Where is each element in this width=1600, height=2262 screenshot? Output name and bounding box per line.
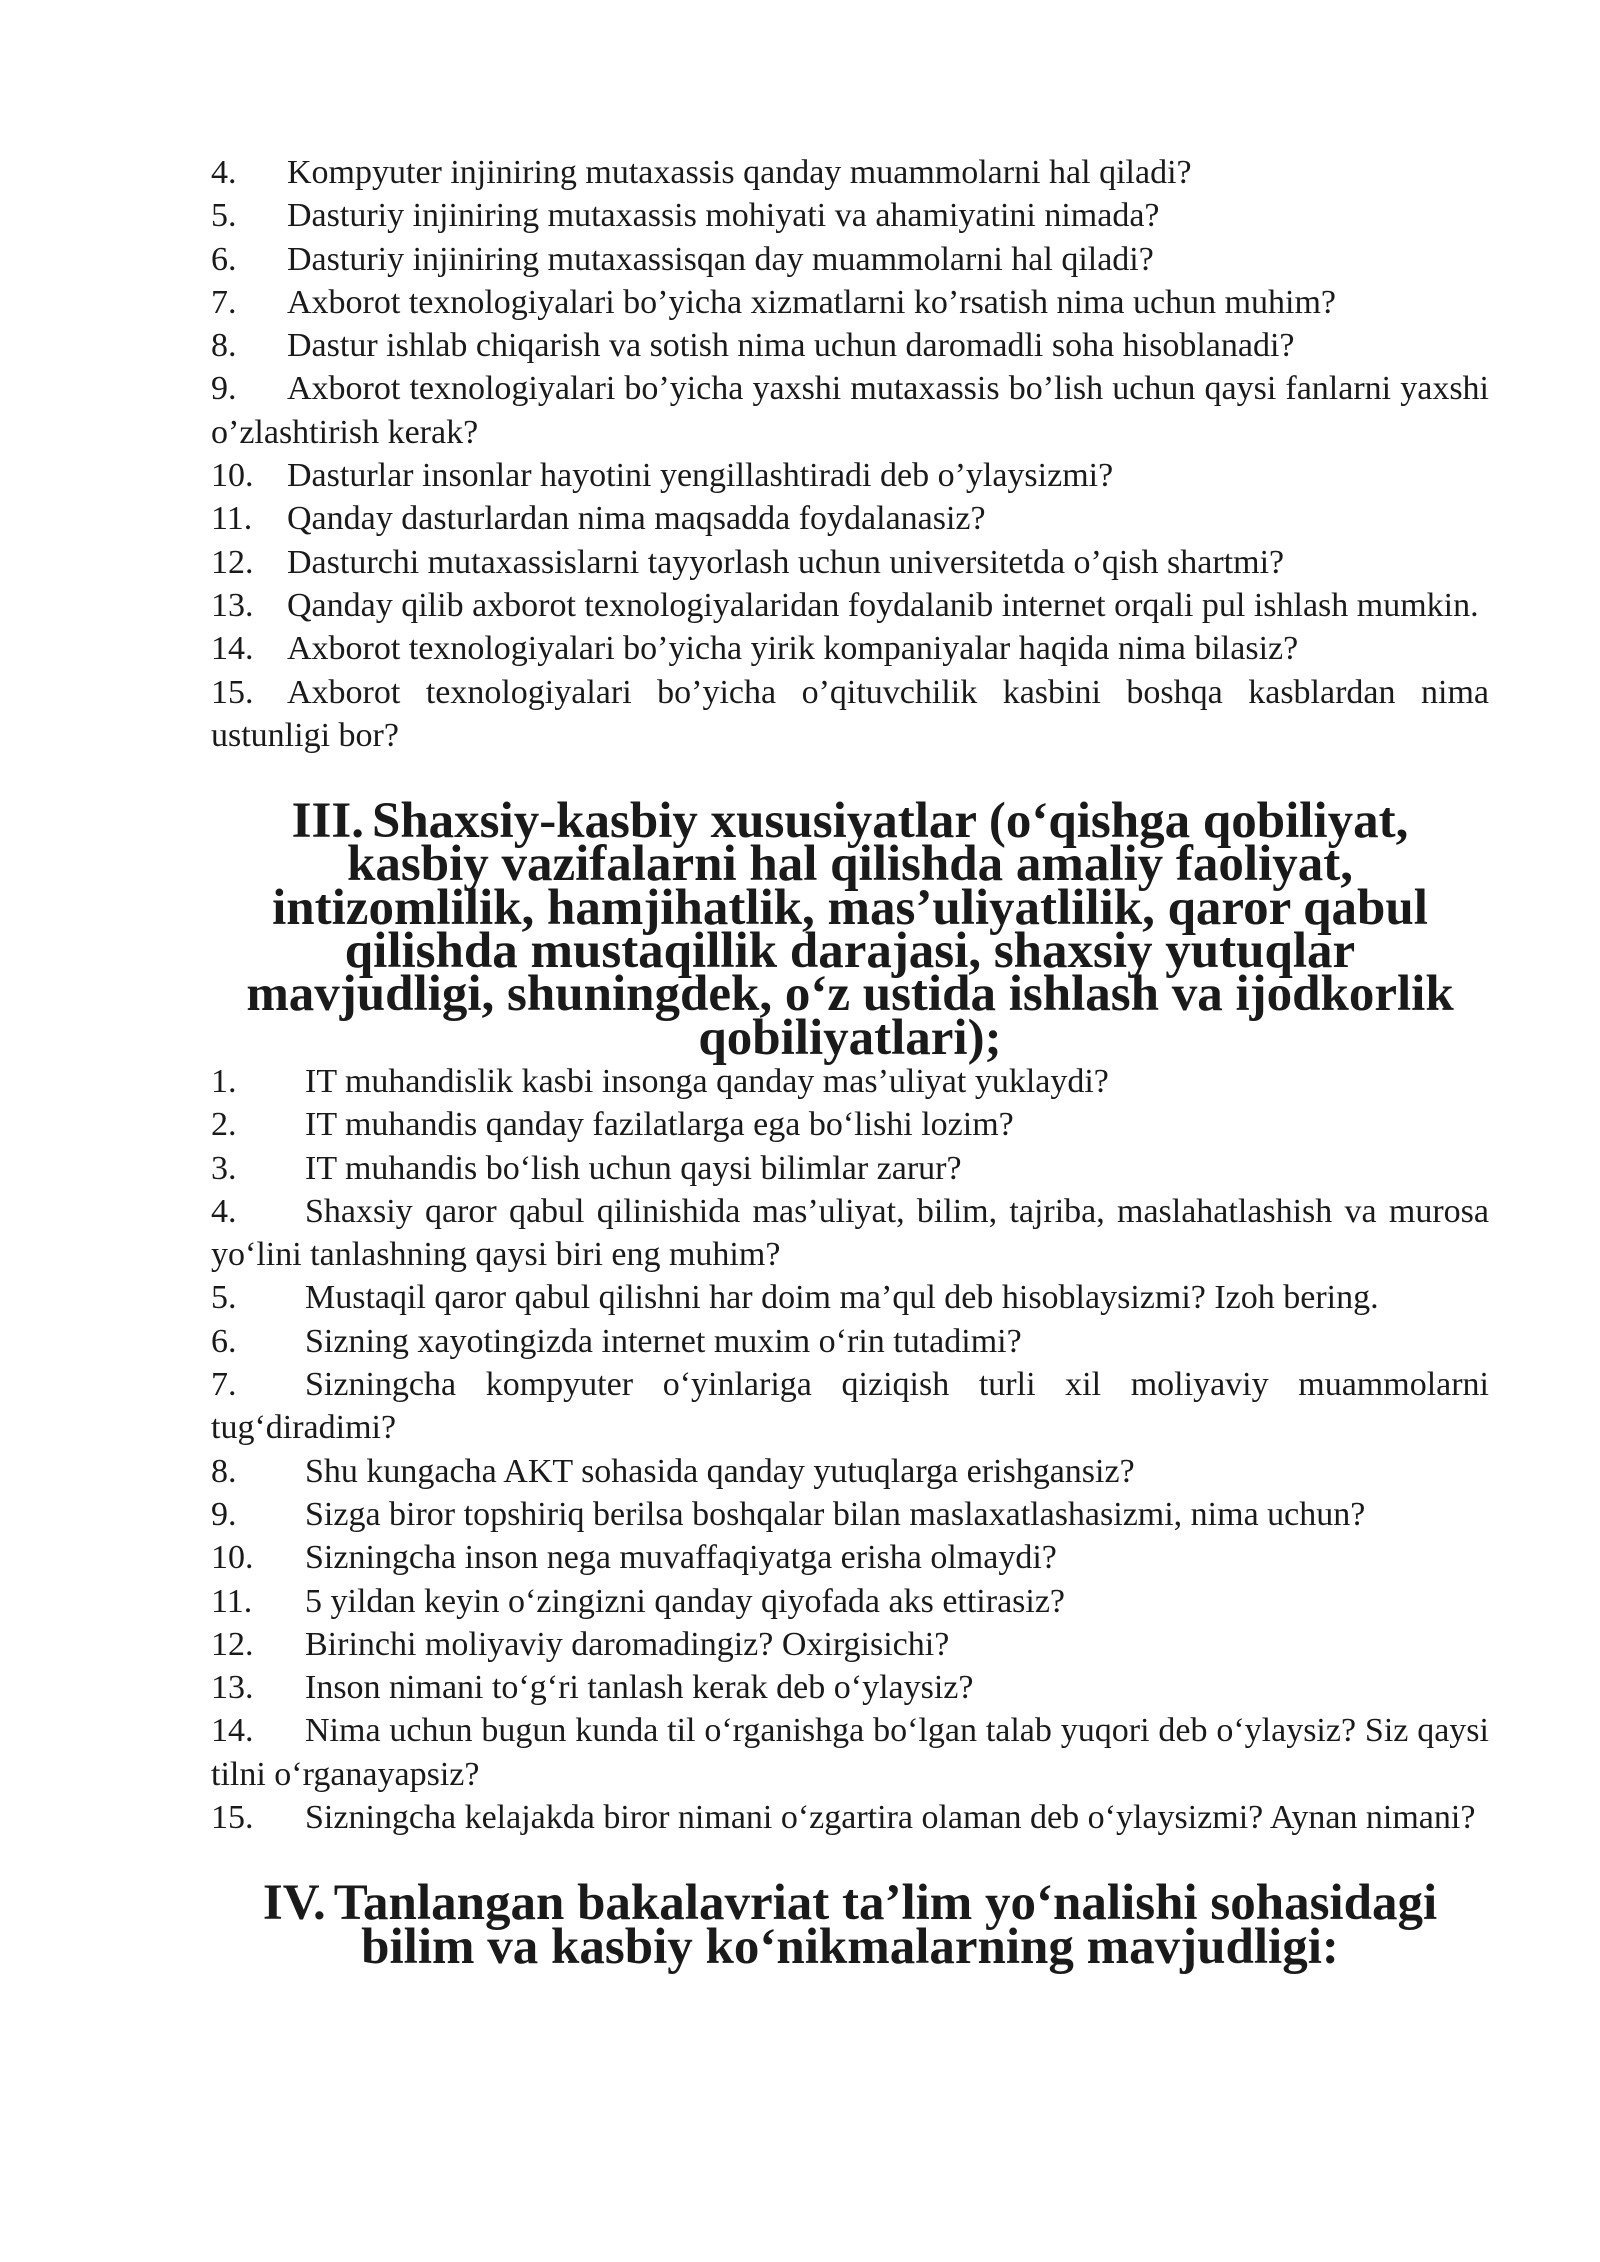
document-page [211,151,1489,1975]
list-item: 10. Sizningcha inson nega muvaffaqiyatga erisha olmaydi? [211,1539,1057,1577]
list-item: 2. IT muhandis qanday fazilatlarga ega bo‘lishi lozim? [211,1106,1014,1144]
list-item: 14. Axborot texnologiyalari bo’yicha yirik kompaniyalar haqida nima bilasiz? [211,630,1299,668]
list-item: 11. Qanday dasturlardan nima maqsadda foydalanasiz? [211,500,986,538]
list-item: 3. IT muhandis bo‘lish uchun qaysi bilimlar zarur? [211,1149,962,1187]
list-item: 9. Axborot texnologiyalari bo’yicha yaxshi mutaxassis bo’lish uchun qaysi fanlarni yaxshi o’zlashtirish kerak? [211,370,1489,451]
list-item: 12. Birinchi moliyaviy daromadingiz? Oxirgisichi? [211,1625,950,1663]
section-3-heading: III. Shaxsiy-kasbiy xususiyatlar (o‘qishga qobiliyat, kasbiy vazifalarni hal qilishda amaliy faoliyat, intizomlilik, hamjihatlik, mas’uliyatlilik, qaror qabul qilishda mustaqillik darajasi, shaxsiy yutuqlar mavjudligi, shuningdek, o‘z ustida ishlash va ijodkorlik qobiliyatlari); [246,793,1454,1066]
list-item: 7. Sizningcha kompyuter o‘yinlariga qiziqish turli xil moliyaviy muammolarni tug‘diradimi? [211,1366,1489,1447]
list-item: 8. Shu kungacha AKT sohasida qanday yutuqlarga erishgansiz? [211,1452,1135,1490]
list-item: 5. Mustaqil qaror qabul qilishni har doim ma’qul deb hisoblaysizmi? Izoh bering. [211,1279,1379,1317]
list-item: 12. Dasturchi mutaxassislarni tayyorlash uchun universitetda o’qish shartmi? [211,543,1285,581]
list-item: 13. Qanday qilib axborot texnologiyalaridan foydalanib internet orqali pul ishlash mumkin. [211,586,1479,624]
list-item: 4. Kompyuter injiniring mutaxassis qanday muammolarni hal qiladi? [211,154,1192,191]
list-item: 11. 5 yildan keyin o‘zingizni qanday qiyofada aks ettirasiz? [211,1582,1066,1620]
list-item: 10. Dasturlar insonlar hayotini yengillashtiradi deb o’ylaysizmi? [211,457,1114,495]
question-list-2 [211,151,1489,757]
list-item: 15. Sizningcha kelajakda biror nimani o‘zgartira olaman deb o‘ylaysizmi? Aynan nimani? [211,1798,1476,1836]
list-item: 9. Sizga biror topshiriq berilsa boshqalar bilan maslaxatlashasizmi, nima uchun? [211,1495,1366,1533]
list-item: 14. Nima uchun bugun kunda til o‘rganishga bo‘lgan talab yuqori deb o‘ylaysiz? Siz qaysi tilni o‘rganayapsiz? [211,1712,1489,1793]
section-4-heading: IV. Tanlangan bakalavriat ta’lim yo‘nalishi sohasidagi bilim va kasbiy ko‘nikmalarning mavjudligi: [262,1875,1438,1975]
list-item: 6. Dasturiy injiniring mutaxassisqan day muammolarni hal qiladi? [211,240,1154,278]
list-item: 15. Axborot texnologiyalari bo’yicha o’qituvchilik kasbini boshqa kasblardan nima ustunligi bor? [211,673,1489,754]
list-item: 6. Sizning xayotingizda internet muxim o‘rin tutadimi? [211,1322,1022,1360]
list-item: 13. Inson nimani to‘g‘ri tanlash kerak deb o‘ylaysiz? [211,1669,974,1707]
list-item: 4. Shaxsiy qaror qabul qilinishida mas’uliyat, bilim, tajriba, maslahatlashish va murosa yo‘lini tanlashning qaysi biri eng muhim? [211,1192,1489,1274]
list-item: 7. Axborot texnologiyalari bo’yicha xizmatlarni ko’rsatish nima uchun muhim? [211,283,1337,321]
list-item: 1. IT muhandislik kasbi insonga qanday mas’uliyat yuklaydi? [211,1062,1109,1100]
list-item: 8. Dastur ishlab chiqarish va sotish nima uchun daromadli soha hisoblanadi? [211,327,1295,365]
list-item: 5. Dasturiy injiniring mutaxassis mohiyati va ahamiyatini nimada? [211,197,1160,235]
question-list-3 [211,1060,1489,1839]
